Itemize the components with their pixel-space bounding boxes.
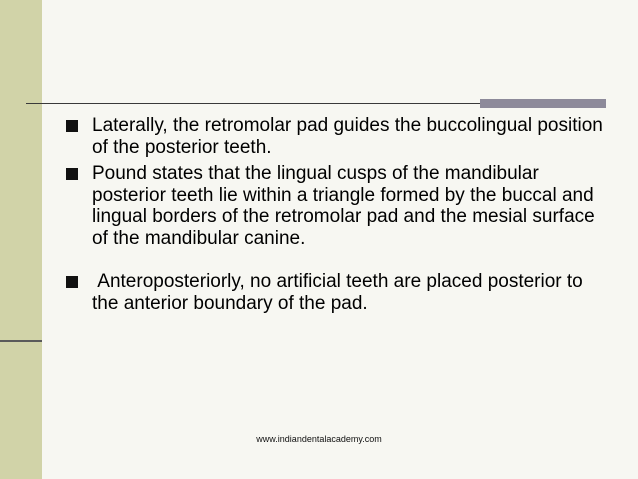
bullet-item (66, 163, 611, 249)
title-rule-accent (480, 99, 606, 108)
square-bullet-icon (66, 120, 78, 132)
bullet-text: Anteroposteriorly, no artificial teeth are placed posterior to the anterior boundary of the pad. (92, 271, 589, 314)
bullet-item (66, 271, 611, 314)
bullet-text: Laterally, the retromolar pad guides the buccolingual position of the posterior teeth. (92, 115, 603, 158)
side-band (0, 0, 42, 479)
side-band-divider (0, 340, 42, 342)
bullet-text: Pound states that the lingual cusps of the mandibular posterior teeth lie within a triangle formed by the buccal and lingual borders of the retromolar pad and the mesial surface of the mandibular canine. (92, 163, 595, 249)
footer-url: www.indiandentalacademy.com (256, 434, 382, 444)
square-bullet-icon (66, 168, 78, 180)
bullet-item (66, 115, 611, 158)
bullet-list (66, 115, 611, 314)
square-bullet-icon (66, 276, 78, 288)
